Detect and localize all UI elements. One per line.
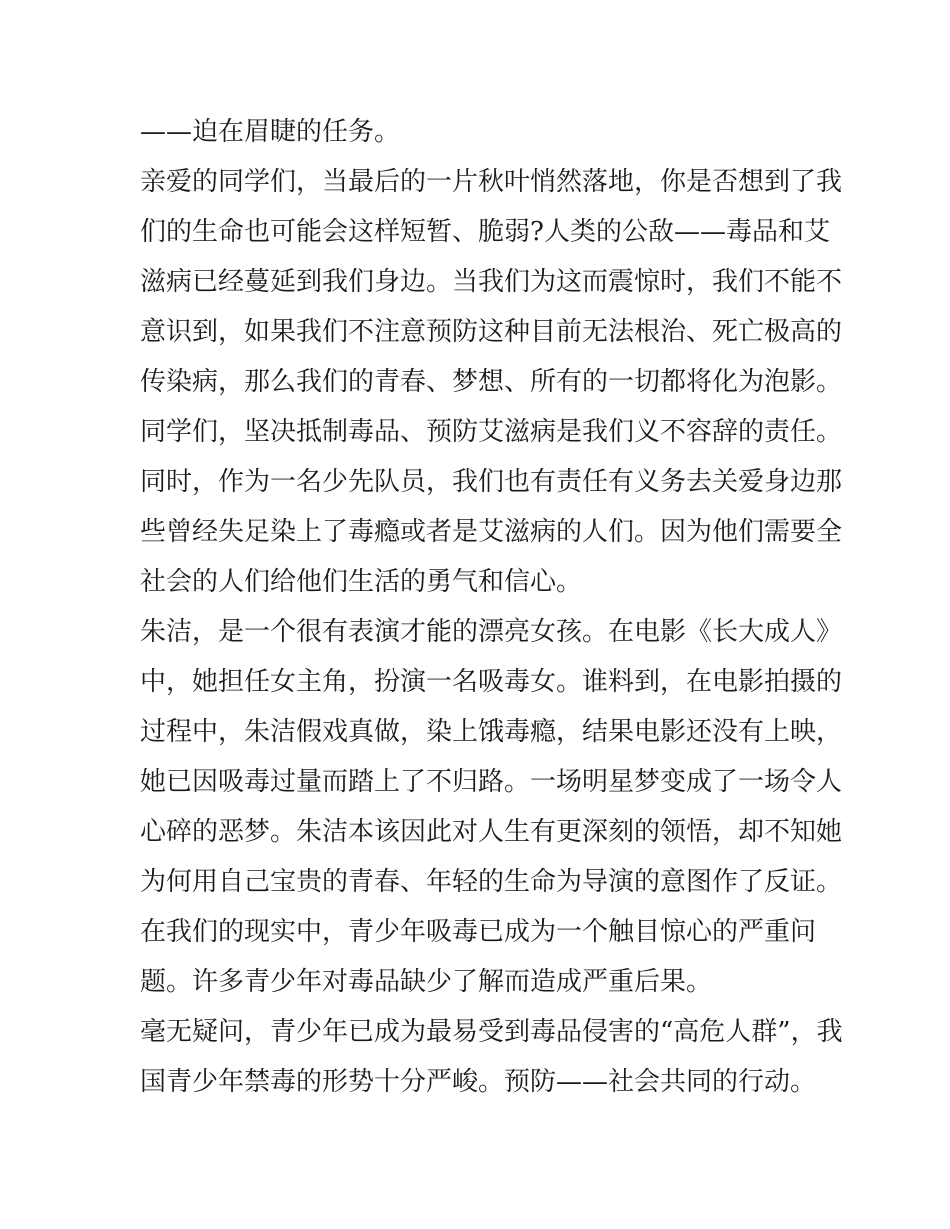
text-line: 为何用自己宝贵的青春、年轻的生命为导演的意图作了反证。 [140, 867, 843, 897]
text-line: 她已因吸毒过量而踏上了不归路。一场明星梦变成了一场令人 [140, 767, 843, 797]
text-line: 同时，作为一名少先队员，我们也有责任有义务去关爱身边那 [140, 467, 843, 497]
text-line: 亲爱的同学们，当最后的一片秋叶悄然落地，你是否想到了我 [140, 167, 843, 197]
document-body [140, 107, 843, 1107]
text-line: 们的生命也可能会这样短暂、脆弱?人类的公敌——毒品和艾 [140, 217, 830, 247]
text-line: 国青少年禁毒的形势十分严峻。预防——社会共同的行动。 [140, 1067, 817, 1097]
text-line: 同学们，坚决抵制毒品、预防艾滋病是我们义不容辞的责任。 [140, 417, 843, 447]
text-line: 毫无疑问，青少年已成为最易受到毒品侵害的“高危人群”，我 [140, 1017, 843, 1047]
text-line: 社会的人们给他们生活的勇气和信心。 [140, 567, 583, 597]
text-line: 滋病已经蔓延到我们身边。当我们为这而震惊时，我们不能不 [140, 267, 843, 297]
text-line: 过程中，朱洁假戏真做，染上饿毒瘾，结果电影还没有上映， [140, 717, 843, 747]
text-line: ——迫在眉睫的任务。 [140, 117, 401, 147]
text-line: 些曾经失足染上了毒瘾或者是艾滋病的人们。因为他们需要全 [140, 517, 843, 547]
text-line: 传染病，那么我们的青春、梦想、所有的一切都将化为泡影。 [140, 367, 843, 397]
text-line: 心碎的恶梦。朱洁本该因此对人生有更深刻的领悟，却不知她 [140, 817, 843, 847]
text-line: 中，她担任女主角，扮演一名吸毒女。谁料到，在电影拍摄的 [140, 667, 843, 697]
text-line: 题。许多青少年对毒品缺少了解而造成严重后果。 [140, 967, 713, 997]
text-line: 朱洁，是一个很有表演才能的漂亮女孩。在电影《长大成人》 [140, 617, 843, 647]
text-line: 意识到，如果我们不注意预防这种目前无法根治、死亡极高的 [140, 317, 843, 347]
text-line: 在我们的现实中，青少年吸毒已成为一个触目惊心的严重问 [140, 917, 817, 947]
